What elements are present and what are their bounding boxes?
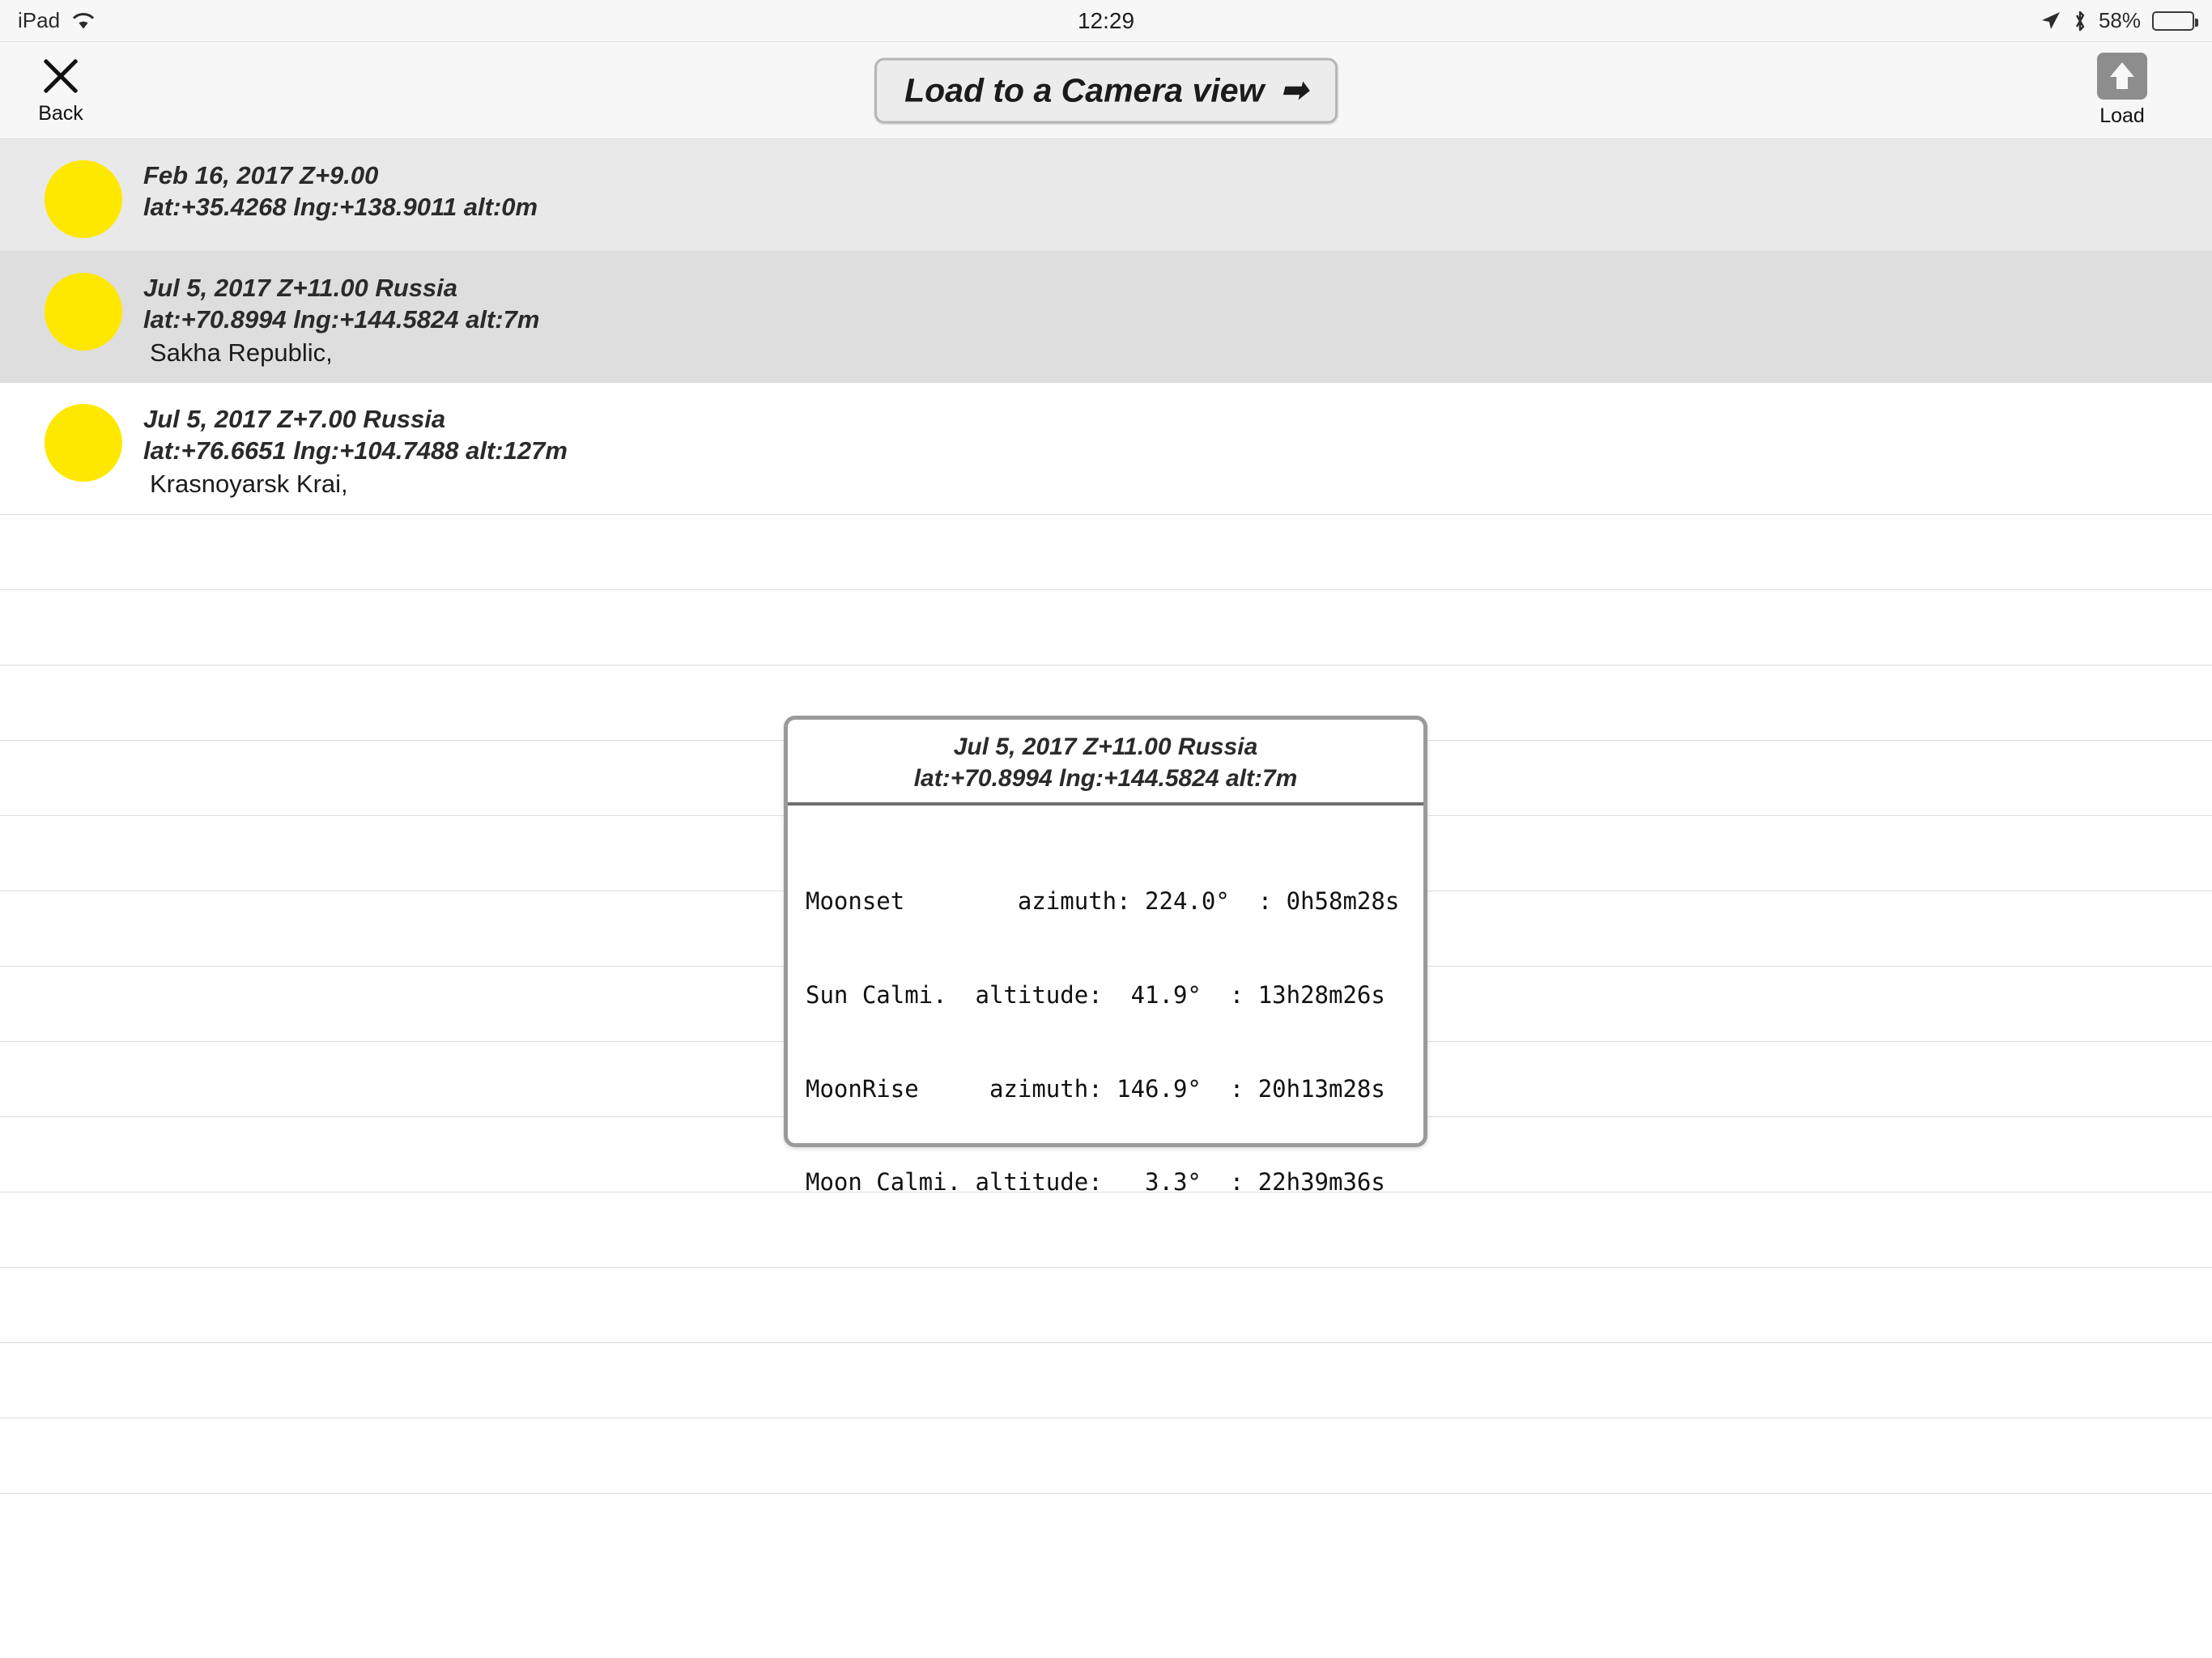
popup-event-row: Moonset azimuth: 224.0° : 0h58m28s	[806, 887, 1400, 916]
moon-icon	[45, 160, 122, 238]
status-bar	[0, 0, 2212, 42]
list-item[interactable]	[0, 139, 2212, 252]
popup-event-row: Moon Calmi. altitude: 3.3° : 22h39m36s	[806, 1168, 1385, 1197]
load-button-label: Load	[2099, 104, 2145, 127]
status-bar-clock: 12:29	[1077, 7, 1135, 33]
battery-icon	[2152, 11, 2194, 31]
back-button-label: Back	[38, 102, 83, 125]
toolbar	[0, 42, 2212, 139]
device-name: iPad	[18, 8, 61, 32]
list-item-coords: lat:+76.6651 lng:+104.7488 alt:127m	[143, 436, 568, 466]
list-item-text	[143, 270, 539, 369]
bluetooth-icon	[2073, 10, 2087, 32]
popup-event-row: MoonRise azimuth: 146.9° : 20h13m28s	[806, 1074, 1385, 1103]
load-button[interactable]	[2061, 53, 2183, 128]
popup-header	[788, 720, 1423, 806]
list-item[interactable]	[0, 383, 2212, 514]
list-item-place: Sakha Republic,	[150, 338, 333, 367]
arrow-right-icon: ➡	[1280, 72, 1308, 108]
wifi-icon	[71, 11, 96, 31]
load-to-camera-view-button[interactable]	[874, 57, 1338, 123]
load-to-camera-view-label: Load to a Camera view	[904, 71, 1265, 108]
list-item-title: Jul 5, 2017 Z+11.00 Russia	[143, 274, 458, 302]
popup-subtitle: lat:+70.8994 lng:+144.5824 alt:7m	[913, 765, 1298, 792]
moon-icon	[45, 404, 122, 482]
list-item-place: Krasnoyarsk Krai,	[150, 469, 348, 498]
upload-icon	[2097, 53, 2147, 100]
popup-title: Jul 5, 2017 Z+11.00 Russia	[953, 733, 1258, 760]
moon-icon	[45, 273, 122, 351]
list-item-title: Feb 16, 2017 Z+9.00	[143, 161, 379, 189]
list-item-title: Jul 5, 2017 Z+7.00 Russia	[143, 405, 446, 434]
back-button[interactable]	[0, 55, 121, 125]
location-arrow-icon	[2040, 11, 2061, 32]
list-item-coords: lat:+70.8994 lng:+144.5824 alt:7m	[143, 304, 540, 334]
row-divider	[0, 1493, 2212, 1494]
popup-event-row: Sun Calmi. altitude: 41.9° : 13h28m26s	[806, 980, 1385, 1009]
event-details-popup[interactable]	[784, 716, 1427, 1197]
close-x-icon	[40, 55, 82, 97]
popup-event-table	[788, 806, 1423, 1261]
list-item[interactable]	[0, 252, 2212, 383]
list-item-coords: lat:+35.4268 lng:+138.9011 alt:0m	[143, 192, 538, 221]
list-item-text	[143, 157, 538, 223]
list-item-text	[143, 401, 568, 500]
status-bar-right	[2040, 8, 2194, 33]
battery-percent-label: 58%	[2098, 8, 2141, 32]
status-bar-left	[18, 8, 96, 33]
